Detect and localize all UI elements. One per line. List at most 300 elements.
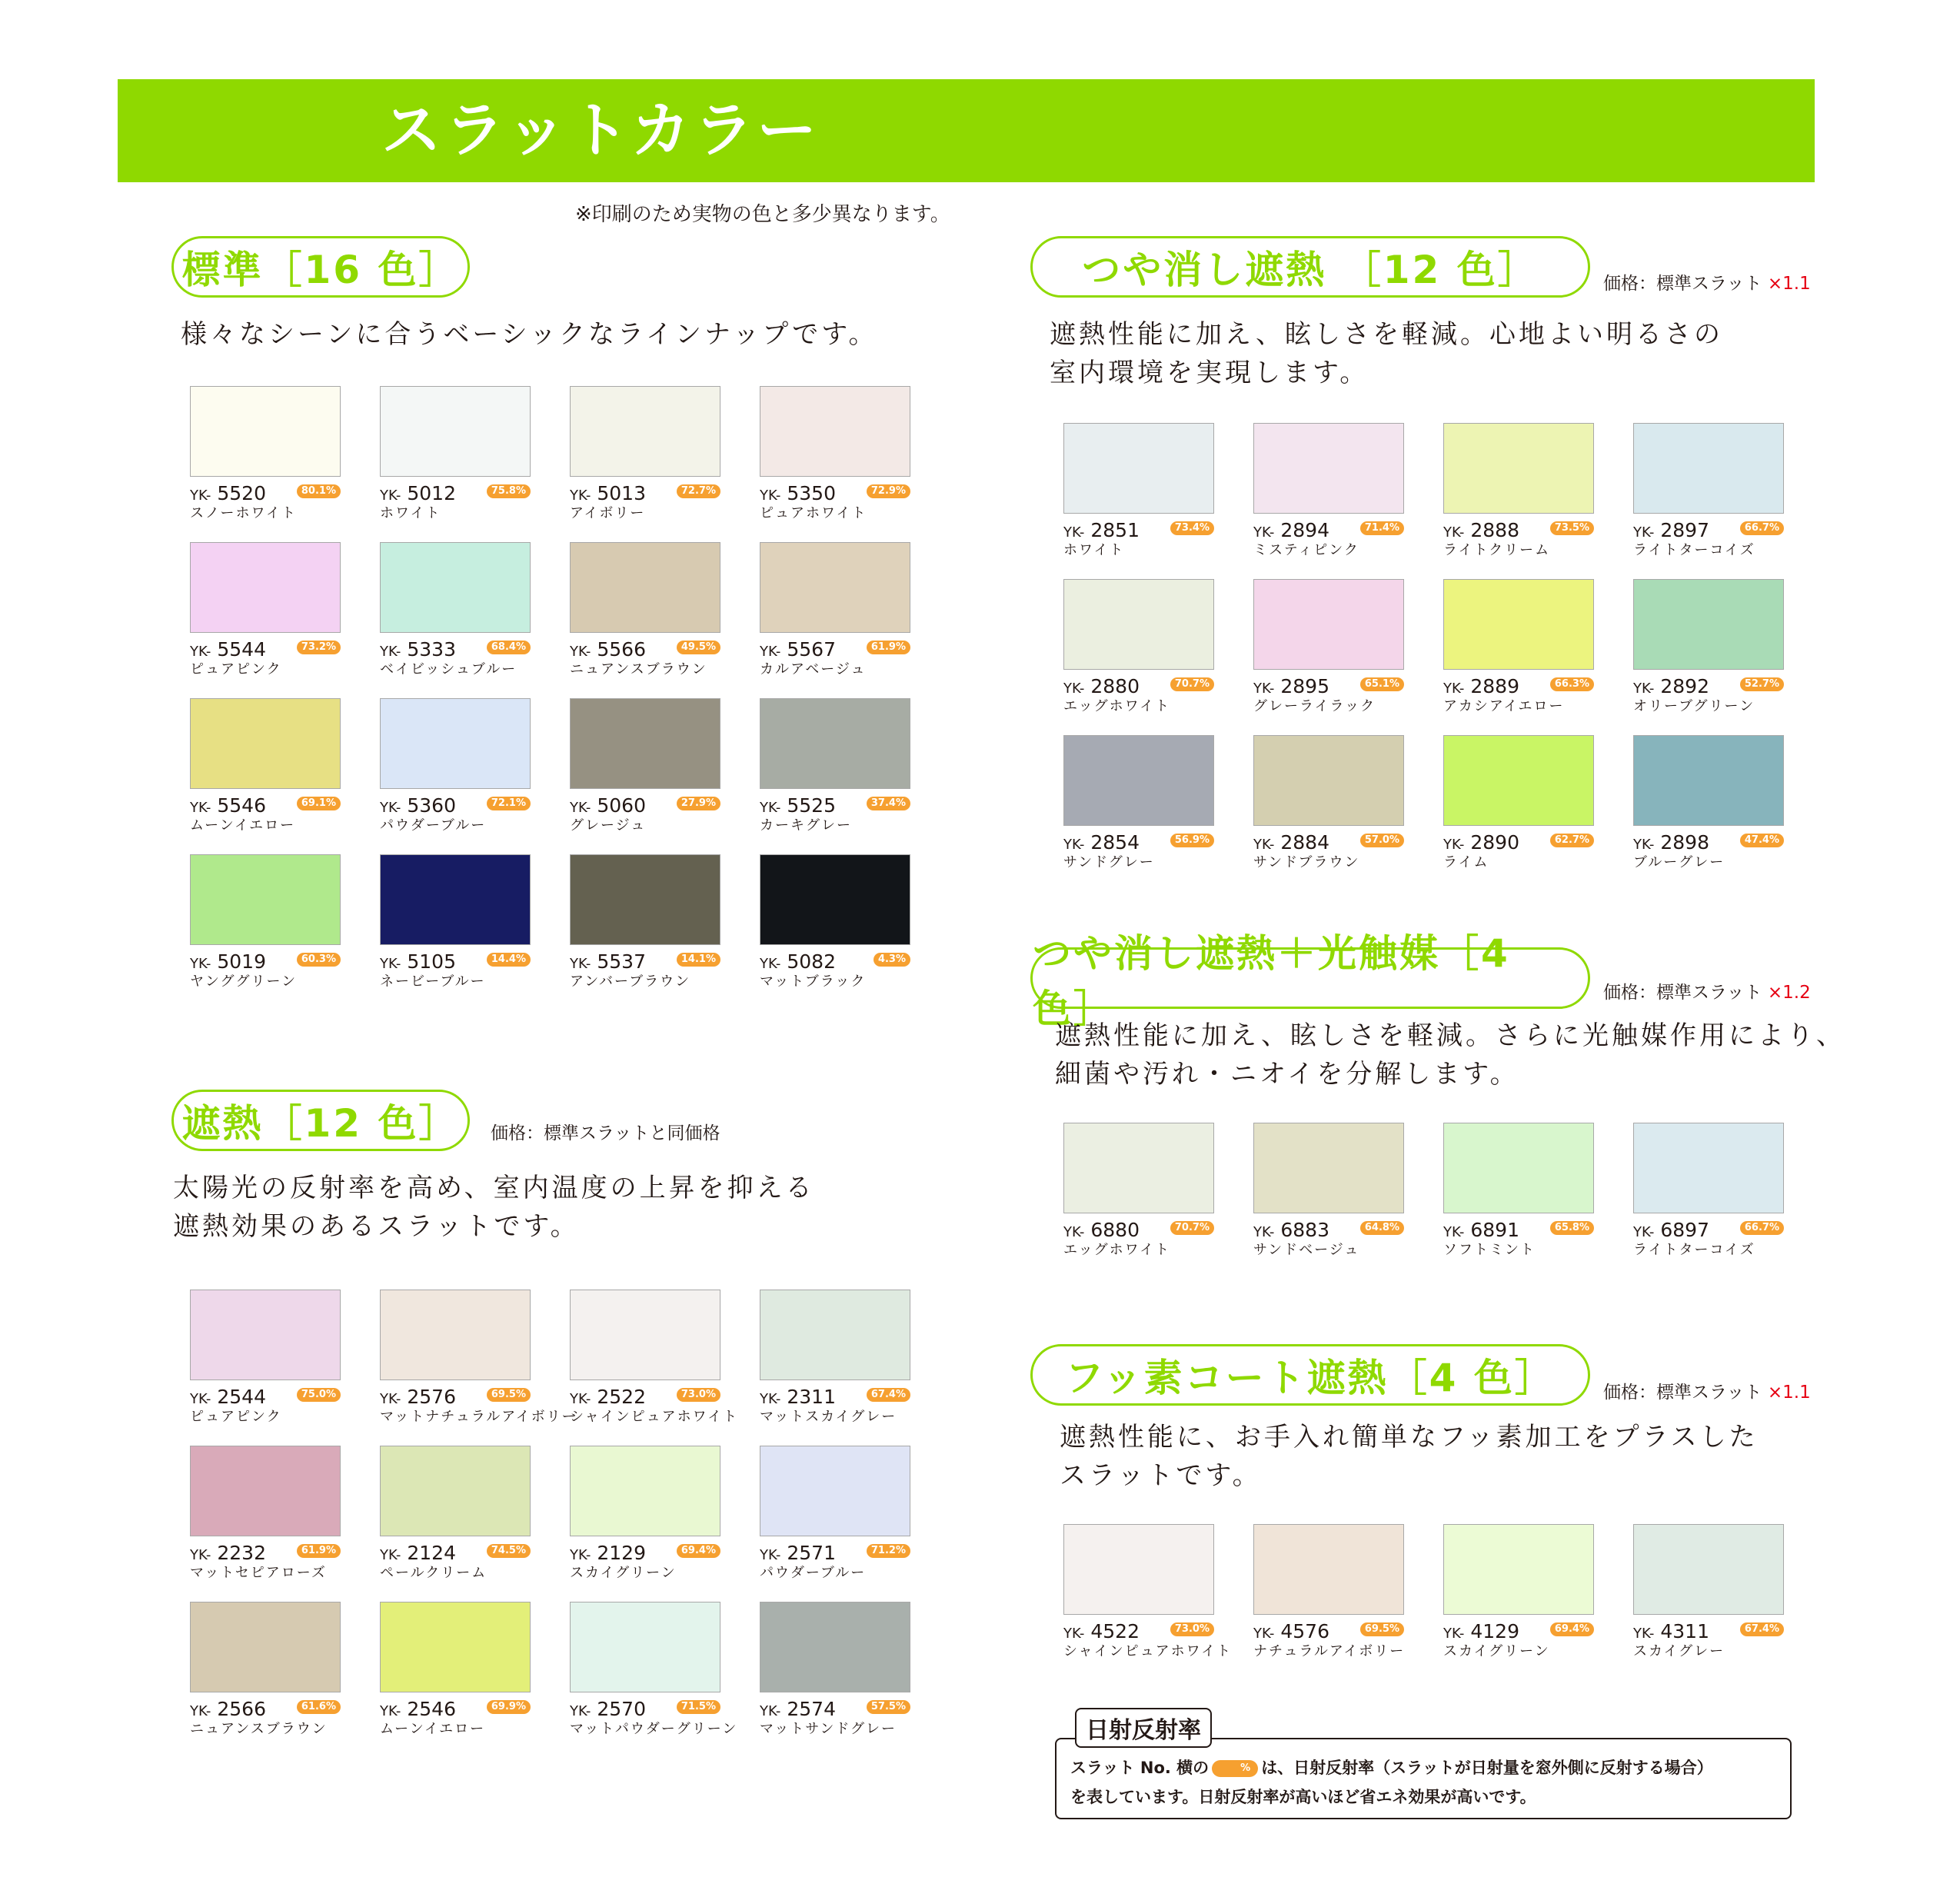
reflectance-badge: 67.4% xyxy=(867,1388,910,1402)
reflectance-badge: 70.7% xyxy=(1170,1221,1214,1235)
reflectance-badge: 4.3% xyxy=(874,953,910,967)
section-description-standard xyxy=(181,315,878,354)
reflectance-badge: 74.5% xyxy=(487,1544,531,1558)
product-code xyxy=(380,1386,456,1411)
description-line: 太陽光の反射率を高め、室内温度の上昇を抑える xyxy=(173,1173,815,1203)
code-prefix: YK- xyxy=(570,956,591,972)
product-code xyxy=(190,1542,266,1567)
color-name: マットパウダーグリーン xyxy=(570,1721,738,1737)
code-prefix: YK- xyxy=(1253,837,1275,853)
product-code xyxy=(1443,1620,1519,1646)
color-name: ヤンググリーン xyxy=(190,973,298,990)
color-swatch xyxy=(190,1290,341,1380)
code-number: 4129 xyxy=(1470,1620,1519,1642)
reflectance-badge: 61.9% xyxy=(867,641,910,654)
code-number: 2851 xyxy=(1090,519,1140,541)
color-name: ピュアピンク xyxy=(190,661,282,677)
color-name: ナチュラルアイボリー xyxy=(1253,1643,1406,1659)
code-number: 2884 xyxy=(1280,831,1329,854)
code-prefix: YK- xyxy=(760,800,781,816)
section-title-heat: 遮熱［12 色］ xyxy=(171,1090,470,1151)
color-card xyxy=(1633,1524,1784,1659)
code-number: 6883 xyxy=(1280,1219,1329,1241)
color-swatch xyxy=(380,1290,531,1380)
product-code xyxy=(380,1542,456,1567)
color-card xyxy=(380,1290,577,1425)
reflectance-badge: 66.7% xyxy=(1740,1221,1784,1235)
code-prefix: YK- xyxy=(380,1703,401,1719)
price-label: 価格：標準スラット xyxy=(1603,274,1762,294)
reflectance-badge: 72.1% xyxy=(487,797,531,810)
color-card xyxy=(570,1602,738,1737)
legend-line-2: を表しています。日射反射率が高いほど省エネ効果が高いです。 xyxy=(1070,1788,1536,1806)
color-name: サンドグレー xyxy=(1063,854,1155,870)
product-code xyxy=(1253,1620,1329,1646)
product-code xyxy=(1253,1219,1329,1244)
reflectance-badge: 71.5% xyxy=(677,1700,720,1714)
reflectance-badge: 69.4% xyxy=(1550,1622,1594,1636)
legend-text-a: スラット No. 横の xyxy=(1070,1759,1210,1777)
color-card xyxy=(570,698,720,834)
code-prefix: YK- xyxy=(760,956,781,972)
code-prefix: YK- xyxy=(380,800,401,816)
color-name: エッグホワイト xyxy=(1063,1242,1171,1258)
color-swatch xyxy=(190,1446,341,1536)
code-prefix: YK- xyxy=(190,800,211,816)
color-card xyxy=(1253,579,1404,714)
product-code xyxy=(190,482,266,508)
reflectance-badge: 68.4% xyxy=(487,641,531,654)
color-swatch xyxy=(1253,579,1404,670)
code-number: 5012 xyxy=(407,482,456,504)
product-code xyxy=(760,1698,836,1723)
code-number: 2570 xyxy=(597,1698,646,1720)
code-number: 5566 xyxy=(597,638,646,661)
code-prefix: YK- xyxy=(570,1703,591,1719)
color-swatch xyxy=(1633,735,1784,826)
color-name: ニュアンスブラウン xyxy=(190,1721,328,1737)
color-name: スノーホワイト xyxy=(190,505,297,521)
color-name: ペールクリーム xyxy=(380,1565,488,1581)
code-number: 2566 xyxy=(217,1698,266,1720)
code-prefix: YK- xyxy=(190,488,211,504)
reflectance-badge: 69.9% xyxy=(487,1700,531,1714)
color-card xyxy=(760,1602,910,1737)
color-card xyxy=(380,1446,531,1581)
reflectance-badge: 75.0% xyxy=(297,1388,341,1402)
price-heat: 価格：標準スラットと同価格 xyxy=(491,1123,720,1143)
color-name: ネービーブルー xyxy=(380,973,486,990)
color-name: ライトターコイズ xyxy=(1633,542,1755,558)
color-card xyxy=(1253,423,1404,558)
title-banner xyxy=(118,79,1815,182)
color-name: シャインピュアホワイト xyxy=(1063,1643,1233,1659)
legend-text-b: は、日射反射率（スラットが日射量を窓外側に反射する場合） xyxy=(1261,1759,1713,1777)
color-swatch xyxy=(1063,1123,1214,1213)
color-name: ホワイト xyxy=(380,505,441,521)
color-swatch xyxy=(1253,423,1404,514)
color-swatch xyxy=(1633,1123,1784,1213)
product-code xyxy=(1443,519,1519,544)
product-code xyxy=(1443,675,1519,701)
code-number: 5525 xyxy=(787,794,836,817)
reflectance-badge: 72.9% xyxy=(867,484,910,498)
color-swatch xyxy=(380,542,531,633)
section-title-standard: 標準［16 色］ xyxy=(171,236,470,298)
code-prefix: YK- xyxy=(570,1391,591,1407)
color-swatch xyxy=(1443,423,1594,514)
price-multiplier: ×1.2 xyxy=(1767,983,1811,1003)
code-prefix: YK- xyxy=(1253,1224,1275,1240)
color-card xyxy=(570,542,720,677)
product-code xyxy=(380,794,456,820)
product-code xyxy=(1633,675,1709,701)
code-prefix: YK- xyxy=(1063,1224,1085,1240)
code-number: 2854 xyxy=(1090,831,1140,854)
color-swatch xyxy=(380,698,531,789)
product-code xyxy=(190,1698,266,1723)
color-card xyxy=(380,854,531,990)
color-swatch xyxy=(760,386,910,477)
section-description-matte xyxy=(1050,315,1723,392)
color-card xyxy=(1063,423,1214,558)
product-code xyxy=(380,1698,456,1723)
reflectance-badge: 64.8% xyxy=(1360,1221,1404,1235)
code-number: 5546 xyxy=(217,794,266,817)
color-swatch xyxy=(380,854,531,945)
code-prefix: YK- xyxy=(1253,524,1275,541)
color-name: ムーンイエロー xyxy=(190,817,296,834)
color-card xyxy=(190,698,341,834)
product-code xyxy=(1443,831,1519,857)
section-description-photocatalyst xyxy=(1055,1017,1845,1093)
color-swatch xyxy=(570,542,720,633)
page-title: スラットカラー xyxy=(381,96,820,165)
reflectance-badge: 57.0% xyxy=(1360,834,1404,847)
color-name: サンドベージュ xyxy=(1253,1242,1360,1258)
reflectance-badge: 52.7% xyxy=(1740,677,1784,691)
price-label: 価格：標準スラット xyxy=(1603,983,1762,1003)
color-name: グレーライラック xyxy=(1253,698,1376,714)
reflectance-badge: 69.5% xyxy=(1360,1622,1404,1636)
section-description-fluorine xyxy=(1060,1418,1759,1495)
color-swatch xyxy=(380,1602,531,1692)
code-number: 6897 xyxy=(1660,1219,1709,1241)
product-code xyxy=(760,1386,836,1411)
code-prefix: YK- xyxy=(1253,1626,1275,1642)
reflectance-badge: 47.4% xyxy=(1740,834,1784,847)
code-prefix: YK- xyxy=(760,1547,781,1563)
color-name: ライトターコイズ xyxy=(1633,1242,1755,1258)
color-card xyxy=(1443,1123,1594,1258)
price-matte xyxy=(1603,269,1811,295)
section-title-fluorine: フッ素コート遮熱［4 色］ xyxy=(1030,1344,1590,1406)
color-card xyxy=(760,854,910,990)
code-prefix: YK- xyxy=(1063,681,1085,697)
legend-line-1 xyxy=(1070,1753,1713,1782)
color-card xyxy=(760,698,910,834)
color-swatch xyxy=(190,854,341,945)
code-prefix: YK- xyxy=(1443,524,1465,541)
reflectance-badge: 61.6% xyxy=(297,1700,341,1714)
color-swatch xyxy=(380,1446,531,1536)
color-name: カルアベージュ xyxy=(760,661,867,677)
code-number: 5019 xyxy=(217,950,266,973)
description-line: 遮熱性能に、お手入れ簡単なフッ素加工をプラスした xyxy=(1060,1422,1759,1453)
product-code xyxy=(380,482,456,508)
code-number: 2129 xyxy=(597,1542,646,1564)
color-name: エッグホワイト xyxy=(1063,698,1171,714)
code-prefix: YK- xyxy=(1063,837,1085,853)
color-swatch xyxy=(1253,1123,1404,1213)
product-code xyxy=(760,1542,836,1567)
color-card xyxy=(1443,579,1594,714)
product-code xyxy=(190,638,266,664)
code-prefix: YK- xyxy=(570,1547,591,1563)
product-code xyxy=(190,794,266,820)
section-title-matte: つや消し遮熱 ［12 色］ xyxy=(1030,236,1590,298)
legend-title: 日射反射率 xyxy=(1075,1708,1212,1748)
reflectance-badge: 49.5% xyxy=(677,641,720,654)
color-name: アイボリー xyxy=(570,505,646,521)
color-card xyxy=(760,1290,910,1425)
code-prefix: YK- xyxy=(190,956,211,972)
color-card xyxy=(1063,1524,1233,1659)
color-swatch xyxy=(760,1290,910,1380)
reflectance-badge: 14.1% xyxy=(677,953,720,967)
color-swatch xyxy=(190,542,341,633)
code-prefix: YK- xyxy=(1443,681,1465,697)
color-swatch xyxy=(570,1602,720,1692)
product-code xyxy=(570,482,646,508)
color-card xyxy=(190,542,341,677)
product-code xyxy=(1253,519,1329,544)
code-prefix: YK- xyxy=(760,488,781,504)
color-card xyxy=(570,1290,739,1425)
color-card xyxy=(380,1602,531,1737)
reflectance-badge: 62.7% xyxy=(1550,834,1594,847)
color-swatch xyxy=(1063,1524,1214,1615)
code-prefix: YK- xyxy=(570,800,591,816)
code-number: 6880 xyxy=(1090,1219,1140,1241)
code-prefix: YK- xyxy=(1633,1626,1655,1642)
color-name: ベイビッシュブルー xyxy=(380,661,517,677)
reflectance-badge: 66.3% xyxy=(1550,677,1594,691)
description-line: 遮熱性能に加え、眩しさを軽減。さらに光触媒作用により、 xyxy=(1055,1020,1846,1051)
code-number: 2522 xyxy=(597,1386,646,1408)
color-card xyxy=(1633,423,1784,558)
color-swatch xyxy=(1253,735,1404,826)
color-swatch xyxy=(380,386,531,477)
product-code xyxy=(570,1542,646,1567)
reflectance-badge: 80.1% xyxy=(297,484,341,498)
color-name: ライトクリーム xyxy=(1443,542,1551,558)
product-code xyxy=(1063,1219,1140,1244)
product-code xyxy=(760,950,836,976)
code-number: 2232 xyxy=(217,1542,266,1564)
color-swatch xyxy=(570,1446,720,1536)
code-prefix: YK- xyxy=(190,1391,211,1407)
code-number: 2576 xyxy=(407,1386,456,1408)
color-name: マットナチュラルアイボリー xyxy=(380,1409,577,1425)
code-prefix: YK- xyxy=(760,644,781,660)
color-card xyxy=(1633,579,1784,714)
code-number: 5350 xyxy=(787,482,836,504)
reflectance-badge: 61.9% xyxy=(297,1544,341,1558)
reflectance-badge: 71.4% xyxy=(1360,521,1404,535)
reflectance-badge: 73.4% xyxy=(1170,521,1214,535)
color-name: ホワイト xyxy=(1063,542,1125,558)
color-name: ライム xyxy=(1443,854,1489,870)
product-code xyxy=(1063,831,1140,857)
code-number: 2888 xyxy=(1470,519,1519,541)
color-name: スカイグリーン xyxy=(1443,1643,1550,1659)
color-swatch xyxy=(1443,1524,1594,1615)
color-name: グレージュ xyxy=(570,817,647,834)
color-swatch xyxy=(570,854,720,945)
code-number: 5082 xyxy=(787,950,836,973)
code-prefix: YK- xyxy=(1443,1626,1465,1642)
product-code xyxy=(1633,831,1709,857)
code-number: 4576 xyxy=(1280,1620,1329,1642)
code-number: 5013 xyxy=(597,482,646,504)
color-swatch xyxy=(760,1602,910,1692)
color-swatch xyxy=(1063,735,1214,826)
color-name: マットブラック xyxy=(760,973,867,990)
product-code xyxy=(570,950,646,976)
code-number: 5360 xyxy=(407,794,456,817)
code-number: 2574 xyxy=(787,1698,836,1720)
color-swatch xyxy=(570,1290,720,1380)
color-name: オリーブグリーン xyxy=(1633,698,1755,714)
reflectance-badge: 57.5% xyxy=(867,1700,910,1714)
code-prefix: YK- xyxy=(1443,1224,1465,1240)
color-card xyxy=(760,542,910,677)
color-swatch xyxy=(1443,735,1594,826)
product-code xyxy=(1063,519,1140,544)
product-code xyxy=(570,794,646,820)
color-swatch xyxy=(190,698,341,789)
color-name: ミスティピンク xyxy=(1253,542,1359,558)
code-number: 2892 xyxy=(1660,675,1709,697)
reflectance-badge: 66.7% xyxy=(1740,521,1784,535)
code-prefix: YK- xyxy=(1633,1224,1655,1240)
color-card xyxy=(570,386,720,521)
legend-text xyxy=(1070,1753,1713,1812)
code-prefix: YK- xyxy=(570,644,591,660)
color-card xyxy=(1063,1123,1214,1258)
product-code xyxy=(1633,1620,1709,1646)
color-name: ニュアンスブラウン xyxy=(570,661,707,677)
color-card xyxy=(760,386,910,521)
code-number: 2571 xyxy=(787,1542,836,1564)
product-code xyxy=(760,794,836,820)
color-name: カーキグレー xyxy=(760,817,852,834)
color-name: ピュアホワイト xyxy=(760,505,867,521)
reflectance-badge: 65.8% xyxy=(1550,1221,1594,1235)
color-swatch xyxy=(190,1602,341,1692)
section-description-heat xyxy=(173,1169,815,1246)
color-swatch xyxy=(1443,1123,1594,1213)
color-name: パウダーブルー xyxy=(760,1565,867,1581)
color-swatch xyxy=(1063,579,1214,670)
code-prefix: YK- xyxy=(380,488,401,504)
color-swatch xyxy=(1633,1524,1784,1615)
color-name: ムーンイエロー xyxy=(380,1721,486,1737)
price-multiplier: ×1.1 xyxy=(1767,1383,1811,1403)
code-prefix: YK- xyxy=(1633,681,1655,697)
description-line: 細菌や汚れ・ニオイを分解します。 xyxy=(1055,1059,1519,1090)
reflectance-badge: 70.7% xyxy=(1170,677,1214,691)
code-number: 2546 xyxy=(407,1698,456,1720)
reflectance-badge: 37.4% xyxy=(867,797,910,810)
color-name: スカイグリーン xyxy=(570,1565,677,1581)
product-code xyxy=(570,1698,646,1723)
color-name: アカシアイエロー xyxy=(1443,698,1565,714)
color-card xyxy=(190,1290,341,1425)
code-number: 6891 xyxy=(1470,1219,1519,1241)
code-number: 5567 xyxy=(787,638,836,661)
code-prefix: YK- xyxy=(1443,837,1465,853)
code-number: 2898 xyxy=(1660,831,1709,854)
code-number: 5544 xyxy=(217,638,266,661)
price-multiplier: ×1.1 xyxy=(1767,274,1811,294)
code-number: 5520 xyxy=(217,482,266,504)
color-name: マットサンドグレー xyxy=(760,1721,897,1737)
color-swatch xyxy=(1633,423,1784,514)
color-name: ソフトミント xyxy=(1443,1242,1536,1258)
code-prefix: YK- xyxy=(760,1703,781,1719)
product-code xyxy=(1633,1219,1709,1244)
price-photocatalyst xyxy=(1603,978,1811,1003)
code-prefix: YK- xyxy=(190,1703,211,1719)
color-card xyxy=(1253,735,1404,870)
product-code xyxy=(190,950,266,976)
description-line: 遮熱性能に加え、眩しさを軽減。心地よい明るさの xyxy=(1050,319,1724,350)
color-name: スカイグレー xyxy=(1633,1643,1725,1659)
code-number: 2124 xyxy=(407,1542,456,1564)
reflectance-badge: 65.1% xyxy=(1360,677,1404,691)
color-card xyxy=(380,542,531,677)
reflectance-badge: 69.5% xyxy=(487,1388,531,1402)
color-card xyxy=(1443,735,1594,870)
color-name: パウダーブルー xyxy=(380,817,487,834)
color-name: マットセピアローズ xyxy=(190,1565,327,1581)
code-number: 2895 xyxy=(1280,675,1329,697)
reflectance-badge: 69.1% xyxy=(297,797,341,810)
color-swatch xyxy=(570,698,720,789)
color-card xyxy=(190,386,341,521)
code-prefix: YK- xyxy=(760,1391,781,1407)
legend-rate-chip: % xyxy=(1212,1760,1258,1777)
color-swatch xyxy=(190,386,341,477)
reflectance-badge: 67.4% xyxy=(1740,1622,1784,1636)
product-code xyxy=(380,638,456,664)
code-prefix: YK- xyxy=(1063,524,1085,541)
price-fluorine xyxy=(1603,1378,1811,1403)
color-swatch xyxy=(570,386,720,477)
code-prefix: YK- xyxy=(380,644,401,660)
reflectance-badge: 60.3% xyxy=(297,953,341,967)
reflectance-badge: 73.0% xyxy=(1170,1622,1214,1636)
color-card xyxy=(1443,423,1594,558)
color-name: ピュアピンク xyxy=(190,1409,282,1425)
reflectance-badge: 75.8% xyxy=(487,484,531,498)
color-swatch xyxy=(760,698,910,789)
color-swatch xyxy=(1063,423,1214,514)
code-number: 5333 xyxy=(407,638,456,661)
color-card xyxy=(570,1446,720,1581)
